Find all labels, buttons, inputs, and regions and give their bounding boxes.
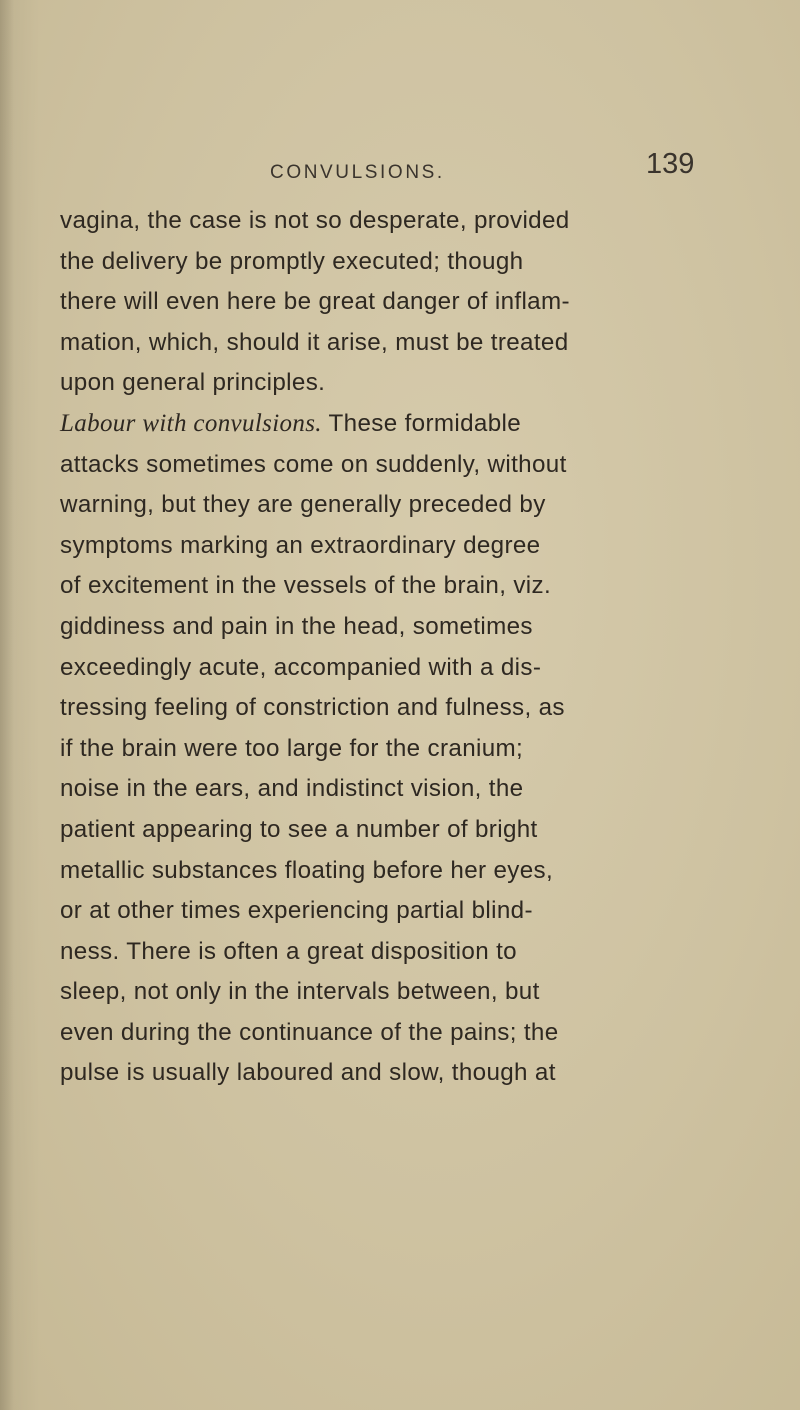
text-line: the delivery be promptly executed; though <box>60 247 524 275</box>
page-edge-shadow <box>0 0 14 1410</box>
text-line: vagina, the case is not so desperate, provided <box>60 207 570 234</box>
page-number: 139 <box>646 148 695 180</box>
text-line: exceedingly acute, accompanied with a dis- <box>60 653 542 681</box>
text-line: there will even here be great danger of inflam- <box>60 288 570 316</box>
text-line: ness. There is often a great disposition to <box>60 937 517 965</box>
text-line: warning, but they are generally preceded by <box>60 491 546 519</box>
text-line: attacks sometimes come on suddenly, without <box>60 450 567 478</box>
text-line: tressing feeling of constriction and fulness, as <box>60 694 565 722</box>
text-line: even during the continuance of the pains; the <box>60 1018 559 1046</box>
text-line-with-heading <box>60 404 710 445</box>
text-line: if the brain were too large for the cranium; <box>60 734 524 762</box>
text-line: sleep, not only in the intervals between, but <box>60 978 540 1006</box>
running-head: CONVULSIONS. <box>270 162 445 183</box>
text-line: noise in the ears, and indistinct vision, the <box>60 775 524 803</box>
body-text <box>60 201 710 1094</box>
text-line: pulse is usually laboured and slow, though at <box>60 1059 556 1087</box>
text-line: of excitement in the vessels of the brain, viz. <box>60 572 552 600</box>
text-line: mation, which, should it arise, must be treated <box>60 328 569 356</box>
text-line: or at other times experiencing partial blind- <box>60 897 533 925</box>
text-line: upon general principles. <box>60 369 326 397</box>
text-line: symptoms marking an extraordinary degree <box>60 531 541 559</box>
text-line: metallic substances floating before her eyes, <box>60 856 554 884</box>
section-heading: Labour with convulsions. <box>60 409 322 437</box>
text-line: patient appearing to see a number of bright <box>60 815 538 843</box>
text-line: giddiness and pain in the head, sometimes <box>60 612 533 640</box>
text-line-continuation: These formidable <box>328 409 522 437</box>
